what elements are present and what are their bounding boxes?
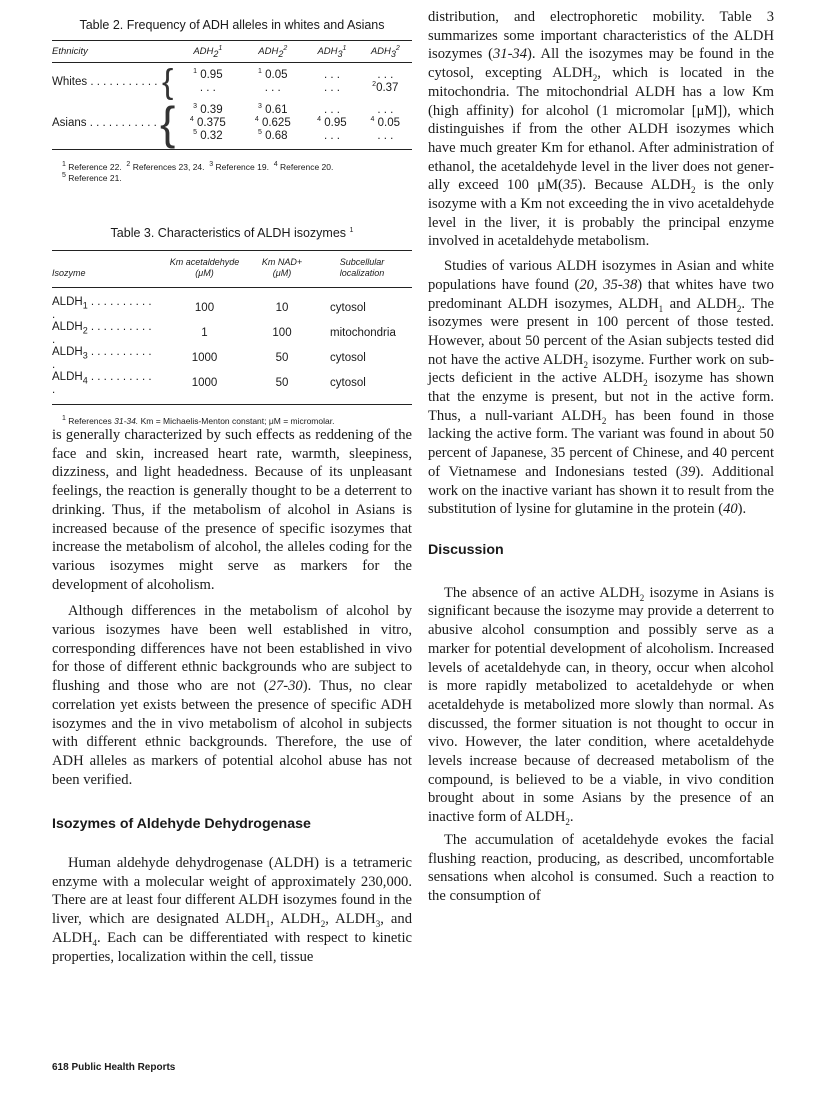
table-cell: . . . [377, 130, 394, 142]
footnote: $^1$ Reference 22. [62, 161, 122, 172]
table-cell: 10 [275, 302, 289, 315]
table-cell: 50 [275, 377, 289, 390]
table-cell: $^5$ 0.68 [258, 129, 288, 142]
table-cell: . . . [323, 104, 340, 116]
paragraph: Studies of various ALDH isozymes in Asian and white populations have found (20, 35-38) that whites have two predominant ALDH isozymes, $ALDH_1$ and $ALDH_2$. The isozymes were present in 100 percent of those tested. However, about 50 percent of the Asian subjects tested did not have the active $ALDH_2$ isozyme. Further work on subjects deficient in the active $ALDH_2$ isozyme has shown that the enzyme is present, but not in the active form. Thus, a null-variant $ALDH_2$ has been found in those lacking the active form. The variant was found in about 50 percent of Japanese, 35 percent of Chinese, and 40 percent of Vietnamese and Indonesians tested (39). Additional work on the inactive variant has shown it to result from the substitution of lysine for glutamine in the protein (40). [428, 258, 775, 518]
table-3-grid [52, 251, 412, 405]
table-3-footnote: $^1$ References 31-34. Km = Michaelis-Menton constant; μM = micromolar. [62, 415, 335, 426]
table-cell: cytosol [330, 377, 366, 390]
col-km-nad: Km NAD+ (μM) [261, 257, 303, 278]
table-2 [52, 18, 412, 184]
col-adh2-1: $ADH_2^1$ [193, 44, 223, 59]
table-cell: $ALDH_2$ . . . . . . . . . . . [52, 321, 152, 346]
table-2-footnotes [52, 162, 412, 184]
table-cell: $^2$0.37 [372, 81, 399, 94]
table-cell: . . . [377, 69, 394, 81]
table-row [52, 69, 412, 82]
col-adh3-1: $ADH_3^1$ [317, 44, 347, 59]
table-cell: . . . [323, 130, 340, 142]
paragraph: Human aldehyde dehydrogenase (ALDH) is a tetrameric enzyme with a molecular weight of approximately 230,000. There are at least four different ALDH isozymes found in the liver, which are designated $ALDH_1$, $ALDH_2$, $ALDH_3$, and $ALDH_4$. Each can be differentiated with respect to kinetic properties, localization within the cell, tissue [52, 855, 413, 965]
table-cell: 1 [201, 327, 208, 340]
footnote: $^2$ References 23, 24. [126, 161, 205, 172]
section-heading: Isozymes of Aldehyde Dehydrogenase [52, 816, 311, 833]
table-cell: . . . [264, 82, 281, 94]
table-cell: 1000 [191, 352, 218, 365]
table-cell: cytosol [330, 352, 366, 365]
table-row [52, 104, 412, 117]
col-km-acetaldehyde: Km acetaldehyde (μM) [169, 257, 240, 278]
table-cell: $^5$ 0.32 [193, 129, 223, 142]
table-row [52, 321, 412, 346]
section-heading: Discussion [428, 541, 504, 558]
paragraph: The accumulation of acetaldehyde evokes the facial flushing reaction, producing, as described, uncomfortable sensations when alcohol is consumed. Such a reaction to the consumption of [428, 831, 774, 904]
table-cell: . . . [323, 69, 340, 81]
table-cell: . . . [199, 82, 216, 94]
table-3 [52, 226, 412, 427]
table-cell: 100 [272, 327, 292, 340]
table-cell: $^4$ 0.625 [254, 116, 291, 129]
table-cell: $ALDH_1$ . . . . . . . . . . . [52, 296, 152, 321]
row-label-asians: Asians . . . . . . . . . . . [52, 117, 157, 129]
table-cell: $^4$ 0.05 [370, 116, 401, 129]
paragraph: distribution, and electrophoretic mobility. Table 3 summarizes some important characteristics of the ALDH isozymes (31-34). All the isozymes may be found in the cytosol, excepting $ALDH_2$, which is located in the mitochondria. The mitochondrial ALDH has a low Km (high affinity) for alcohol (1 micromolar [μM]), which distinguishes if from the other ALDH isozymes which have much greater Km for ethanol. After administration of ethanol, the acetaldehyde level in the liver does not generally exceed 100 μM(35). Because $ALDH_2$ is the only isozyme with a Km not exceeding the in vivo acetaldehyde level in the liver, it is probably the principal enzyme involved in acetaldehyde metabolism. [428, 9, 774, 250]
col-adh2-2: $ADH_2^2$ [258, 44, 288, 59]
table-cell: . . . [377, 104, 394, 116]
page-footer: 618 Public Health Reports [52, 1062, 176, 1073]
brace: { [162, 62, 174, 101]
table-cell: $ALDH_4$ . . . . . . . . . . . [52, 371, 152, 396]
table-cell: 1000 [191, 377, 218, 390]
table-cell: $^4$ 0.375 [189, 116, 226, 129]
row-label-whites: Whites . . . . . . . . . . . [52, 75, 158, 88]
table-cell: 50 [275, 352, 289, 365]
col-adh3-2: $ADH_3^2$ [370, 44, 400, 59]
table-cell: . . . [323, 82, 340, 94]
table-cell: $^1$ 0.05 [258, 68, 288, 81]
table-3-caption: Table 3. Characteristics of ALDH isozymes $^1$ [110, 226, 354, 240]
table-row [52, 346, 412, 371]
table-header-row [52, 251, 412, 288]
col-localization: Subcellular localization [339, 257, 385, 278]
paragraph: The absence of an active $ALDH_2$ isozyme in Asians is significant because the isozyme may provide a deterrent to abusive alcohol consumption and possibly serve as a marker for potential development of alcoholism. Increased levels of acetaldehyde can, in theory, occur when alcohol is more rapidly metabolized to acetaldehyde or when acetaldehyde is metabolized more slowly than normal. As discussed, the former situation is not thought to occur in vivo. However, the later condition, where acetaldehyde levels increase because of decreased metabolism of the compound, is believed to be a viable, in vivo condition brought about in some Asians by the presence of an inactive form of $ALDH_2$. [428, 584, 775, 828]
table-2-grid [52, 41, 412, 150]
col-ethnicity: Ethnicity [52, 46, 88, 57]
table-cell: $^3$ 0.39 [193, 103, 223, 116]
paragraph: Although differences in the metabolism of alcohol by various isozymes have been well established in vitro, corresponding differences have not been established in vivo for those of different ethnic backgrounds who are subject to flushing and those who are not (27-30). Thus, no clear correlation yet exists between the presence of specific ADH isozymes and the in vivo metabolism of alcohol in subjects with different ethnic backgrounds. Therefore, the use of ADH alleles as markers of potential alcohol abuse has not been verified. [52, 603, 413, 788]
footnote: $^5$ Reference 21. [62, 172, 122, 183]
paragraph: is generally characterized by such effects as reddening of the face and skin, increased heart rate, warmth, sleepiness, dizziness, and light headedness. Because of its unpleasant feelings, the reaction is generally thought to be a deterrent to drinking. Thus, if the metabolism of alcohol in Asians is increased because of the presence of specific isozymes that increase the metabolism of alcohol, the alleles coding for the various isozymes might serve as markers for the development of alcoholism. [52, 427, 412, 593]
table-cell: $^1$ 0.95 [193, 68, 223, 81]
table-2-caption: Table 2. Frequency of ADH alleles in whites and Asians [79, 18, 385, 32]
table-cell: $^3$ 0.61 [258, 103, 288, 116]
footnote: $^4$ Reference 20. [273, 161, 334, 172]
table-cell: mitochondria [330, 327, 396, 340]
table-header-row [52, 41, 412, 63]
table-row [52, 296, 412, 321]
table-cell: $^4$ 0.95 [317, 116, 347, 129]
table-cell: 100 [194, 302, 215, 315]
left-column-text [52, 426, 412, 966]
table-row [52, 371, 412, 396]
footnote: $^3$ Reference 19. [209, 161, 269, 172]
table-cell: cytosol [330, 302, 366, 315]
brace: { [160, 97, 176, 149]
col-isozyme: Isozyme [52, 268, 86, 278]
table-cell: $ALDH_3$ . . . . . . . . . . . [52, 346, 152, 371]
